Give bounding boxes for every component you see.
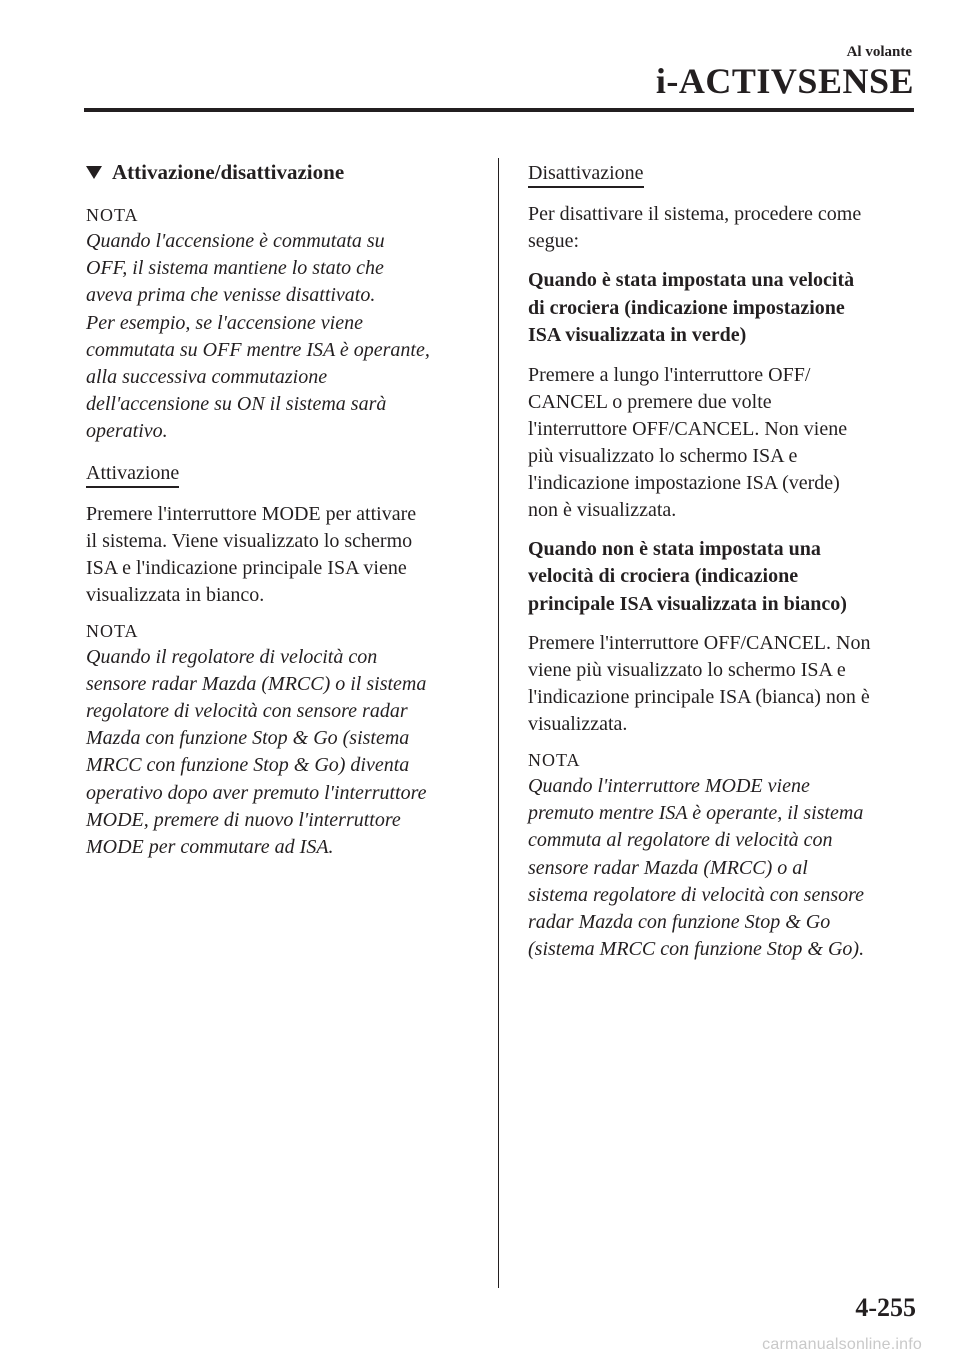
note-line: Mazda con funzione Stop & Go (sistema: [86, 727, 410, 750]
text-line: non è visualizzata.: [528, 498, 677, 521]
text-line: ISA e l'indicazione principale ISA viene: [86, 556, 407, 579]
text-line: il sistema. Viene visualizzato lo schermo: [86, 529, 413, 552]
note-label: NOTA: [528, 750, 581, 770]
text-line: Premere a lungo l'interruttore OFF/: [528, 363, 811, 386]
text-line: più visualizzato lo schermo ISA e: [528, 444, 798, 467]
text-line: viene più visualizzato lo schermo ISA e: [528, 659, 846, 681]
section-heading: [86, 160, 472, 185]
note-line: Quando il regolatore di velocità con: [86, 645, 378, 668]
watermark: carmanualsonline.info: [762, 1336, 922, 1353]
text-line: segue:: [528, 230, 580, 252]
case-paragraph: [528, 362, 918, 524]
note-line: dell'accensione su ON il sistema sarà: [86, 393, 387, 416]
note-line: Quando l'interruttore MODE viene: [528, 775, 810, 797]
deactivation-intro: [528, 201, 918, 255]
text-line: visualizzata.: [528, 713, 628, 735]
note-line: alla successiva commutazione: [86, 366, 328, 389]
right-column: [528, 160, 918, 977]
note-line: Per esempio, se l'accensione viene: [86, 311, 363, 334]
note-text: [86, 228, 472, 446]
note-line: premuto mentre ISA è operante, il sistema: [528, 802, 864, 825]
case-title-line: velocità di crociera (indicazione: [528, 565, 799, 587]
case-title: [528, 536, 918, 619]
text-line: Premere l'interruttore OFF/CANCEL. Non: [528, 632, 871, 654]
note-line: operativo.: [86, 420, 168, 443]
left-column: [86, 160, 472, 875]
text-line: visualizzata in bianco.: [86, 583, 265, 606]
note-line: (sistema MRCC con funzione Stop & Go).: [528, 938, 865, 961]
text-line: l'indicazione principale ISA (bianca) non è: [528, 686, 870, 708]
note-line: sensore radar Mazda (MRCC) o al: [528, 856, 808, 879]
section-heading-text: Attivazione/disattivazione: [112, 160, 345, 184]
note-line: commuta al regolatore di velocità con: [528, 829, 833, 852]
note-line: sensore radar Mazda (MRCC) o il sistema: [86, 672, 427, 695]
case-title-line: Quando non è stata impostata una: [528, 537, 821, 560]
note-line: regolatore di velocità con sensore radar: [86, 700, 408, 723]
note-line: commutata su OFF mentre ISA è operante,: [86, 338, 430, 361]
text-line: Per disattivare il sistema, procedere come: [528, 203, 862, 225]
case-title-line: Quando è stata impostata una velocità: [528, 269, 855, 291]
note-line: aveva prima che venisse disattivato.: [86, 284, 376, 307]
case-paragraph: [528, 630, 918, 738]
note-line: MRCC con funzione Stop & Go) diventa: [86, 754, 410, 777]
triangle-down-icon: [86, 166, 102, 179]
text-line: Premere l'interruttore MODE per attivare: [86, 502, 417, 525]
case-title-line: di crociera (indicazione impostazione: [528, 296, 845, 319]
note-line: OFF, il sistema mantiene lo stato che: [86, 257, 384, 280]
note-line: operativo dopo aver premuto l'interruttore: [86, 781, 427, 804]
case-title-line: principale ISA visualizzata in bianco): [528, 592, 847, 615]
header-rule: [84, 108, 914, 112]
text-line: l'interruttore OFF/CANCEL. Non viene: [528, 417, 848, 440]
note-text: [86, 644, 472, 862]
header-section-label: Al volante: [846, 44, 912, 60]
note-line: radar Mazda con funzione Stop & Go: [528, 911, 831, 934]
header-chapter-title: i-ACTIVSENSE: [655, 61, 914, 101]
column-divider: [498, 158, 499, 1288]
case-title-line: ISA visualizzata in verde): [528, 324, 747, 346]
subheading-deactivation: Disattivazione: [528, 160, 644, 188]
page-number: 4-255: [855, 1293, 916, 1322]
note-text: [528, 773, 918, 963]
note-label: NOTA: [86, 620, 139, 641]
note-line: MODE per commutare ad ISA.: [86, 836, 334, 859]
note-label: NOTA: [86, 205, 139, 225]
note-line: MODE, premere di nuovo l'interruttore: [86, 808, 401, 831]
case-title: [528, 267, 918, 350]
note-line: sistema regolatore di velocità con sensore: [528, 883, 865, 906]
note-line: Quando l'accensione è commutata su: [86, 230, 385, 252]
activation-paragraph: [86, 501, 472, 609]
text-line: CANCEL o premere due volte: [528, 390, 772, 413]
text-line: l'indicazione impostazione ISA (verde): [528, 471, 840, 494]
subheading-activation: Attivazione: [86, 460, 179, 488]
